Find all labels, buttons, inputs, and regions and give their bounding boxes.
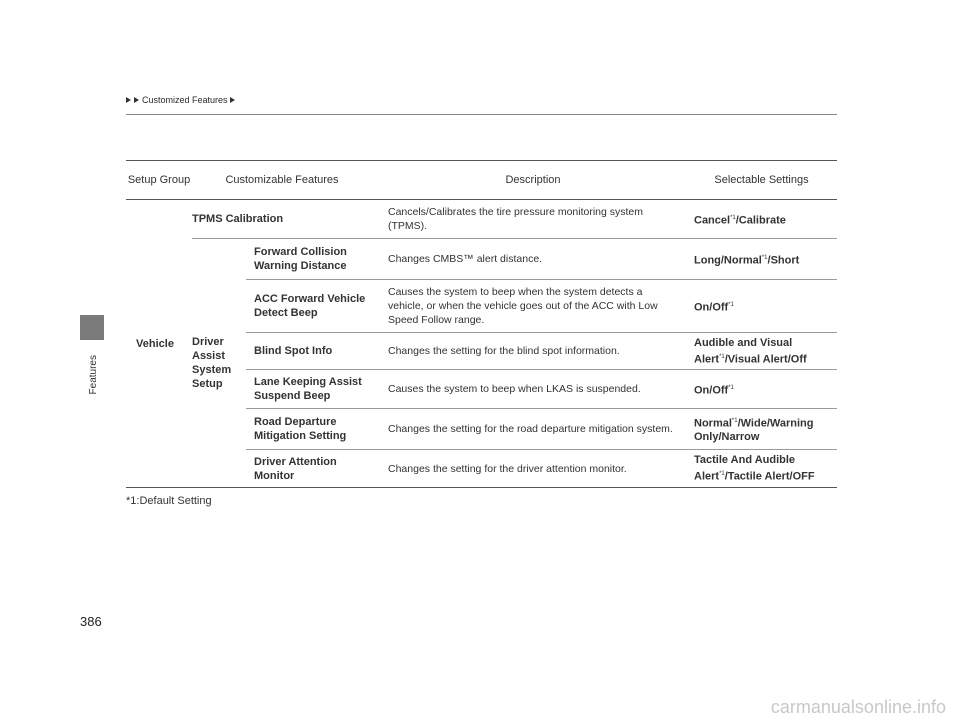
table-row-description: Causes the system to beep when the system detects a vehicle, or when the vehicle goes out of the ACC with Low Speed Follow range.: [388, 286, 658, 326]
table-row-settings: On/Off$^{*1}$: [694, 384, 734, 397]
table-row-description: Cancels/Calibrates the tire pressure monitoring system (TPMS).: [388, 206, 644, 232]
arrow-icon: [126, 97, 131, 103]
table-row-description: Changes the setting for the driver attention monitor.: [388, 462, 627, 475]
arrow-icon: [230, 97, 235, 103]
page-number: 386: [80, 614, 102, 629]
table-row-feature: Forward Collision Warning Distance: [254, 246, 347, 272]
subgroup-driver-assist: Driver Assist System Setup: [192, 336, 232, 390]
table-row-settings: On/Off$^{*1}$: [694, 301, 734, 314]
table-row-feature: ACC Forward Vehicle Detect Beep: [254, 293, 366, 319]
table-row-description: Changes the setting for the blind spot information.: [388, 345, 620, 357]
header-settings: Selectable Settings: [714, 174, 809, 186]
table-row-description: Changes the setting for the road departure mitigation system.: [388, 423, 673, 435]
table-row-description: Changes CMBS™ alert distance.: [388, 253, 543, 265]
footnote: *1:Default Setting: [126, 495, 212, 507]
table-row-description: Causes the system to beep when LKAS is suspended.: [388, 383, 641, 395]
table-row-feature: Lane Keeping Assist Suspend Beep: [254, 376, 362, 402]
header-rule: [126, 114, 837, 115]
header-description: Description: [505, 174, 561, 186]
table-row-feature: TPMS Calibration: [192, 213, 284, 225]
table-row-settings: Tactile And Audible Alert$^{*1}$/Tactile Alert/OFF: [694, 454, 815, 483]
table-row-settings: Audible and Visual Alert$^{*1}$/Visual Alert/Off: [694, 336, 807, 366]
table-row-feature: Driver Attention Monitor: [254, 455, 337, 482]
arrow-icon: [134, 97, 139, 103]
section-tab: [80, 315, 104, 340]
table-row-feature: Road Departure Mitigation Setting: [254, 416, 347, 442]
header-setup-group: Setup Group: [127, 174, 191, 186]
table-row-settings: Normal$^{*1}$/Wide/Warning Only/Narrow: [694, 417, 814, 444]
header-features: Customizable Features: [225, 174, 339, 186]
watermark: carmanualsonline.info: [770, 697, 946, 717]
group-vehicle: Vehicle: [136, 337, 174, 350]
table-bottom-rule: [126, 487, 837, 488]
table-row-settings: Long/Normal$^{*1}$/Short: [694, 254, 800, 267]
section-label: Features: [88, 355, 99, 395]
breadcrumb-label: Customized Features: [142, 95, 228, 105]
breadcrumb[interactable]: [126, 95, 236, 105]
table-row-settings: Cancel$^{*1}$/Calibrate: [694, 214, 786, 227]
table-row-feature: Blind Spot Info: [254, 345, 333, 357]
